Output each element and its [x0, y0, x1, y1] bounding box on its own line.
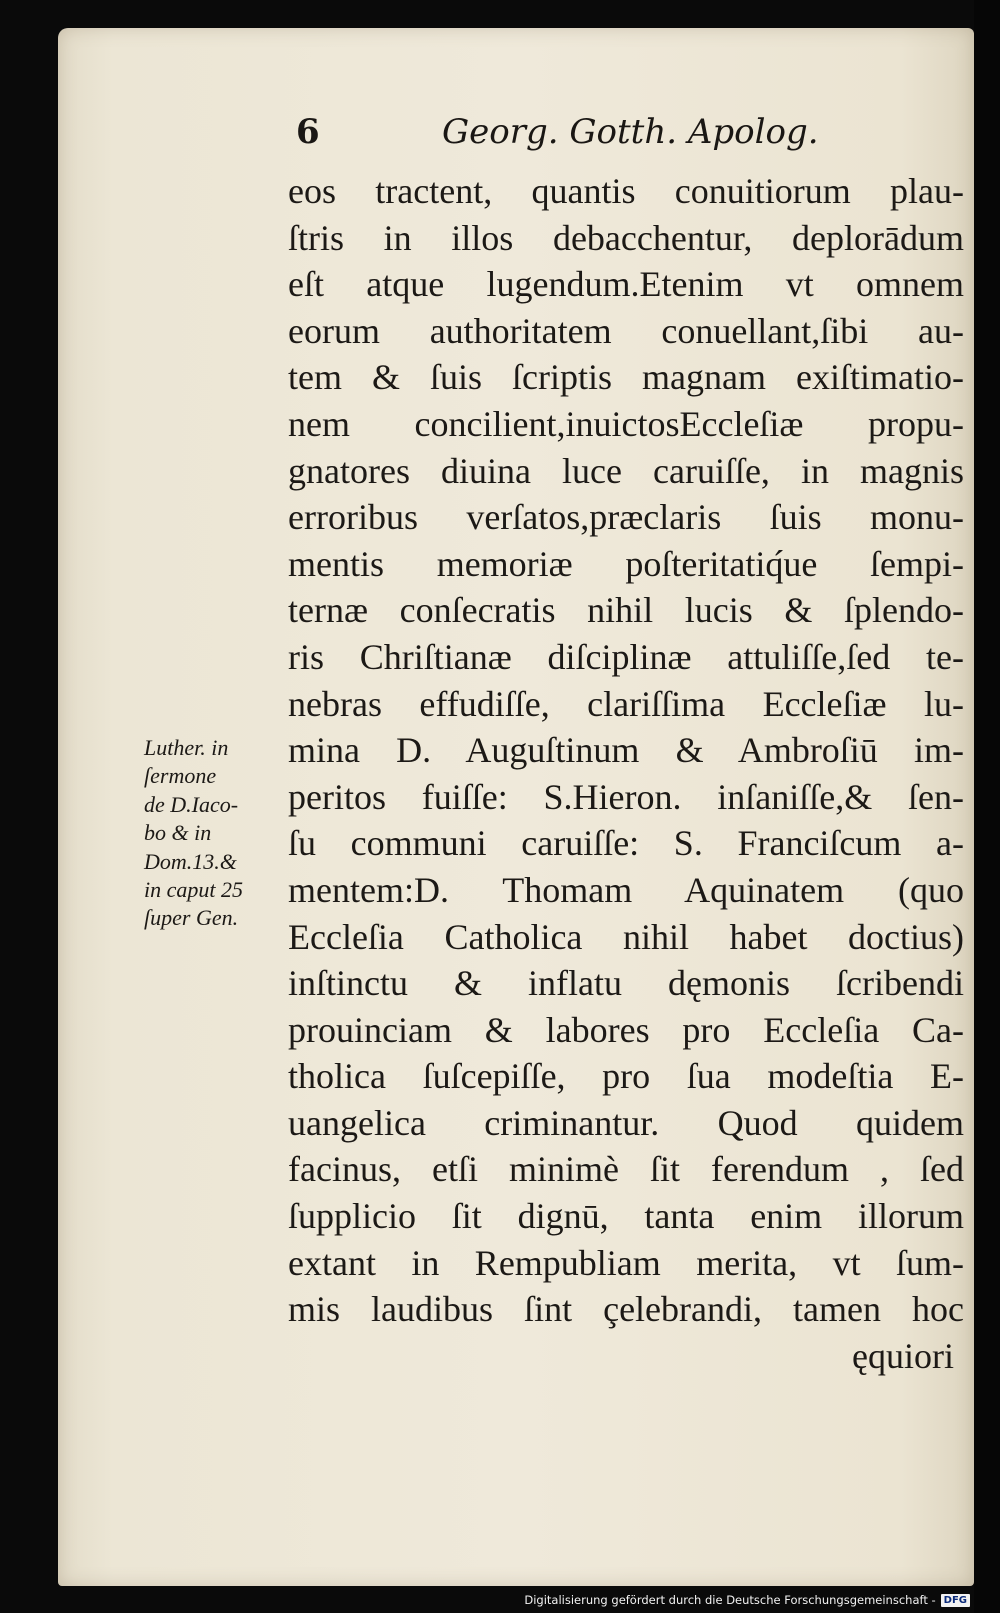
- text-line: nebras effudiſſe, clariſſima Eccleſiæ lu-: [288, 683, 964, 724]
- marginal-note-line: de D.Iaco-: [144, 791, 239, 817]
- text-line: Eccleſia Catholica nihil habet doctius): [288, 916, 964, 957]
- text-line: eos tractent, quantis conuitiorum plau-: [288, 171, 964, 211]
- marginal-note-line: in caput 25: [144, 877, 243, 903]
- marginal-note-line: Luther. in: [144, 735, 229, 760]
- marginal-note: [144, 734, 294, 933]
- text-line: ris Chriſtianæ diſciplinæ attuliſſe,ſed te-: [288, 636, 964, 677]
- dfg-logo-icon: DFG: [941, 1594, 970, 1607]
- text-line: mentem:D. Thomam Aquinatem (quo: [288, 869, 964, 910]
- footer-credit: Digitalisierung gefördert durch die Deutsche Forschungsgemeinschaft -: [524, 1593, 936, 1607]
- text-line: mis laudibus ſint çelebrandi, tamen hoc: [288, 1289, 964, 1330]
- text-line: peritos fuiſſe: S.Hieron. inſaniſſe,& ſen-: [288, 776, 964, 817]
- catchword: ęquiori: [852, 1335, 954, 1376]
- digitization-footer: [524, 1591, 970, 1609]
- text-line: tem & ſuis ſcriptis magnam exiſtimatio-: [288, 357, 964, 398]
- marginal-note-line: ſermone: [144, 763, 217, 789]
- text-line: eſt atque lugendum.Etenim vt omnem: [288, 264, 964, 305]
- text-line: inſtinctu & inflatu dęmonis ſcribendi: [288, 963, 964, 1004]
- text-line: ſtris in illos debacchentur, deplorādum: [288, 217, 964, 258]
- marginal-note-line: bo & in: [144, 820, 212, 846]
- body-text: [288, 168, 964, 1379]
- text-line: prouinciam & labores pro Eccleſia Ca-: [288, 1009, 964, 1050]
- text-line: ſu communi caruiſſe: S. Franciſcum a-: [288, 823, 964, 864]
- running-title: Georg. Gotth. Apolog.: [442, 112, 819, 152]
- marginal-note-line: ſuper Gen.: [144, 905, 239, 931]
- text-line: extant in Rempubliam merita, vt ſum-: [288, 1242, 964, 1283]
- text-line: ſupplicio ſit dignū, tanta enim illorum: [288, 1196, 964, 1237]
- text-line: erroribus verſatos,præclaris ſuis monu-: [288, 497, 964, 538]
- text-line: eorum authoritatem conuellant,ſibi au-: [288, 310, 964, 351]
- scan-edge: [974, 0, 1000, 1613]
- marginal-note-line: Dom.13.&: [144, 848, 237, 874]
- text-line: ternæ conſecratis nihil lucis & ſplendo-: [288, 590, 964, 631]
- page-number: 6: [296, 112, 320, 152]
- text-line: uangelica criminantur. Quod quidem: [288, 1102, 964, 1143]
- text-line: nem concilient,inuictosEccleſiæ propu-: [288, 403, 964, 444]
- page-header: [292, 112, 819, 158]
- text-line: mina D. Auguſtinum & Ambroſiū im-: [288, 730, 964, 771]
- text-line: gnatores diuina luce caruiſſe, in magnis: [288, 450, 964, 491]
- text-line: tholica ſuſcepiſſe, pro ſua modeſtia E-: [288, 1056, 964, 1097]
- text-line: facinus, etſi minimè ſit ferendum , ſed: [288, 1149, 964, 1190]
- text-line: mentis memoriæ poſteritatiq́ue ſempi-: [288, 543, 964, 584]
